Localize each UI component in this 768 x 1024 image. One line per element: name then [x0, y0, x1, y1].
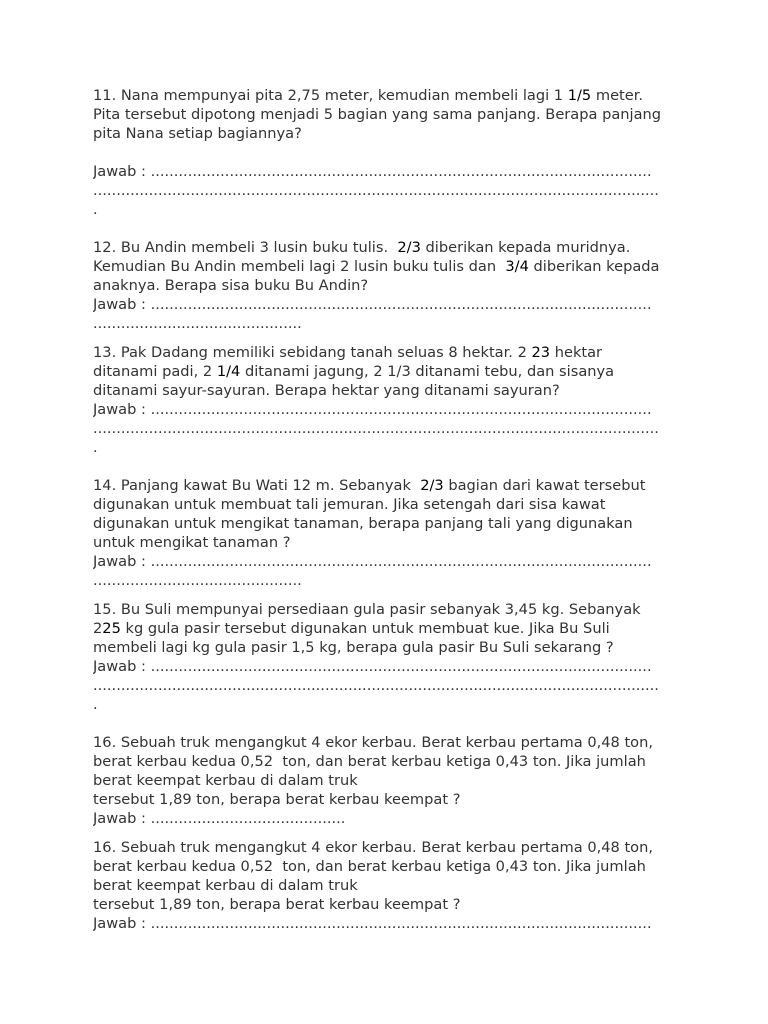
problem-text-line: 15. Bu Suli mempunyai persediaan gula pasir sebanyak 3,45 kg. Sebanyak — [93, 601, 641, 618]
fraction: 2/3 — [420, 477, 444, 494]
answer-line: . — [93, 201, 98, 218]
answer-line: .......................................................................................................................... — [93, 182, 659, 199]
answer-line: ............................................. — [93, 315, 302, 332]
problem-15 — [93, 600, 675, 714]
fraction: 1/4 — [216, 363, 241, 380]
problem-text-line: Pita tersebut dipotong menjadi 5 bagian yang sama panjang. Berapa panjang — [93, 106, 662, 123]
problem-text-line: Kemudian Bu Andin membeli lagi 2 lusin buku tulis dan 3/4 diberikan kepada — [93, 258, 660, 275]
problem-text-line: digunakan untuk mengikat tanaman, berapa panjang tali yang digunakan — [93, 515, 633, 532]
problem-text-line: 16. Sebuah truk mengangkut 4 ekor kerbau. Berat kerbau pertama 0,48 ton, — [93, 839, 653, 856]
answer-line: Jawab : ............................................................................................................ — [93, 658, 652, 675]
problem-text-line: berat keempat kerbau di dalam truk — [93, 877, 358, 894]
problem-text-line: ditanami padi, 2 1/4 ditanami jagung, 2 1/3 ditanami tebu, dan sisanya — [93, 363, 615, 380]
problem-text-line: berat keempat kerbau di dalam truk — [93, 772, 358, 789]
problem-16-repeat — [93, 838, 675, 933]
problem-16 — [93, 733, 675, 828]
problem-text-line: ditanami sayur-sayuran. Berapa hektar yang ditanami sayuran? — [93, 382, 560, 399]
problem-12 — [93, 238, 675, 333]
problem-text-line: 12. Bu Andin membeli 3 lusin buku tulis. 2/3 diberikan kepada muridnya. — [93, 239, 631, 256]
answer-line: Jawab : ............................................................................................................ — [93, 401, 652, 418]
problem-13 — [93, 343, 675, 457]
fraction: 3/4 — [505, 258, 529, 275]
problem-text-line: digunakan untuk membuat tali jemuran. Jika setengah dari sisa kawat — [93, 496, 606, 513]
problem-text-line: 225 kg gula pasir tersebut digunakan untuk membuat kue. Jika Bu Suli — [93, 620, 610, 637]
problem-text-line: 13. Pak Dadang memiliki sebidang tanah seluas 8 hektar. 2 23 hektar — [93, 344, 603, 361]
problem-text-line: anaknya. Berapa sisa buku Bu Andin? — [93, 277, 369, 294]
problem-text-line: membeli lagi kg gula pasir 1,5 kg, berapa gula pasir Bu Suli sekarang ? — [93, 639, 614, 656]
problem-text-line: 11. Nana mempunyai pita 2,75 meter, kemudian membeli lagi 1 1/5 meter. — [93, 87, 644, 104]
fraction: 23 — [531, 344, 551, 361]
problem-text-line: tersebut 1,89 ton, berapa berat kerbau keempat ? — [93, 896, 461, 913]
problem-text-line: berat kerbau kedua 0,52 ton, dan berat kerbau ketiga 0,43 ton. Jika jumlah — [93, 858, 646, 875]
worksheet — [93, 86, 675, 933]
answer-line: . — [93, 696, 98, 713]
problem-text-line: 14. Panjang kawat Bu Wati 12 m. Sebanyak 2/3 bagian dari kawat tersebut — [93, 477, 646, 494]
answer-line: . — [93, 439, 98, 456]
problem-text-line: pita Nana setiap bagiannya? — [93, 125, 302, 142]
problem-text-line: berat kerbau kedua 0,52 ton, dan berat kerbau ketiga 0,43 ton. Jika jumlah — [93, 753, 646, 770]
answer-line: .......................................................................................................................... — [93, 420, 659, 437]
answer-line: Jawab : ............................................................................................................ — [93, 296, 652, 313]
answer-line: Jawab : .......................................... — [93, 810, 346, 827]
problem-text-line: tersebut 1,89 ton, berapa berat kerbau keempat ? — [93, 791, 461, 808]
problem-text-line: untuk mengikat tanaman ? — [93, 534, 291, 551]
answer-line: Jawab : ............................................................................................................ — [93, 163, 652, 180]
problem-11 — [93, 86, 675, 219]
fraction: 25 — [102, 620, 121, 637]
fraction: 1/5 — [567, 87, 592, 104]
answer-line: ............................................. — [93, 572, 302, 589]
problem-text-line: 16. Sebuah truk mengangkut 4 ekor kerbau. Berat kerbau pertama 0,48 ton, — [93, 734, 653, 751]
answer-line: Jawab : ............................................................................................................ — [93, 915, 652, 932]
answer-line: .......................................................................................................................... — [93, 677, 659, 694]
answer-line: Jawab : ............................................................................................................ — [93, 553, 652, 570]
problem-14 — [93, 476, 675, 590]
fraction: 2/3 — [397, 239, 421, 256]
